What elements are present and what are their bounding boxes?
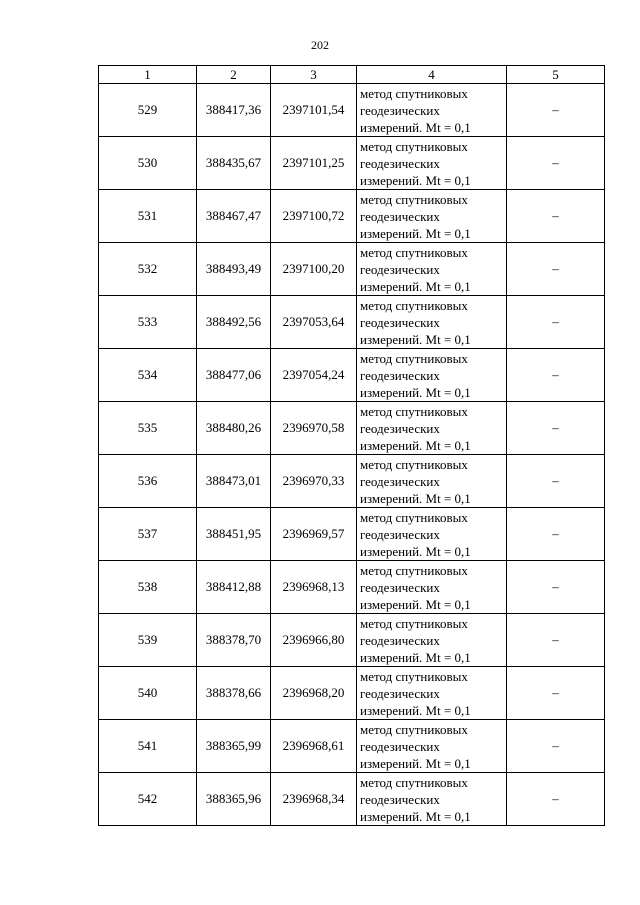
x-coordinate-cell: 388365,96 <box>197 773 271 826</box>
method-line: метод спутниковых <box>360 244 468 260</box>
x-coordinate-cell: 388378,70 <box>197 614 271 667</box>
y-coordinate-cell: 2396968,13 <box>271 561 357 614</box>
method-cell <box>357 296 507 349</box>
table-row <box>99 243 605 296</box>
table-row <box>99 508 605 561</box>
header-col-1: 1 <box>99 66 197 84</box>
note-cell: – <box>507 614 605 667</box>
y-coordinate-cell: 2397101,25 <box>271 137 357 190</box>
method-cell <box>357 561 507 614</box>
method-line: метод спутниковых <box>360 774 468 790</box>
note-cell: – <box>507 667 605 720</box>
method-line: измерений. Mt = 0,1 <box>360 808 471 824</box>
method-line: измерений. Mt = 0,1 <box>360 543 471 559</box>
method-cell <box>357 137 507 190</box>
header-col-4: 4 <box>357 66 507 84</box>
method-line: измерений. Mt = 0,1 <box>360 755 471 771</box>
note-cell: – <box>507 190 605 243</box>
note-cell: – <box>507 137 605 190</box>
method-cell <box>357 720 507 773</box>
note-cell: – <box>507 402 605 455</box>
table-row <box>99 667 605 720</box>
method-line: геодезических <box>360 738 440 754</box>
header-col-5: 5 <box>507 66 605 84</box>
x-coordinate-cell: 388493,49 <box>197 243 271 296</box>
x-coordinate-cell: 388451,95 <box>197 508 271 561</box>
method-cell <box>357 508 507 561</box>
table-row <box>99 84 605 137</box>
method-line: измерений. Mt = 0,1 <box>360 649 471 665</box>
method-cell <box>357 243 507 296</box>
note-cell: – <box>507 561 605 614</box>
method-line: метод спутниковых <box>360 350 468 366</box>
method-line: геодезических <box>360 791 440 807</box>
y-coordinate-cell: 2396970,58 <box>271 402 357 455</box>
method-line: геодезических <box>360 685 440 701</box>
method-line: измерений. Mt = 0,1 <box>360 702 471 718</box>
y-coordinate-cell: 2397100,20 <box>271 243 357 296</box>
point-id-cell: 534 <box>99 349 197 402</box>
note-cell: – <box>507 349 605 402</box>
header-col-3: 3 <box>271 66 357 84</box>
method-line: метод спутниковых <box>360 668 468 684</box>
method-line: метод спутниковых <box>360 562 468 578</box>
method-line: измерений. Mt = 0,1 <box>360 596 471 612</box>
x-coordinate-cell: 388473,01 <box>197 455 271 508</box>
method-line: геодезических <box>360 473 440 489</box>
x-coordinate-cell: 388467,47 <box>197 190 271 243</box>
x-coordinate-cell: 388365,99 <box>197 720 271 773</box>
method-line: измерений. Mt = 0,1 <box>360 331 471 347</box>
method-cell <box>357 84 507 137</box>
method-line: измерений. Mt = 0,1 <box>360 490 471 506</box>
method-cell <box>357 667 507 720</box>
table-row <box>99 349 605 402</box>
point-id-cell: 542 <box>99 773 197 826</box>
table-row <box>99 137 605 190</box>
table-row <box>99 720 605 773</box>
y-coordinate-cell: 2397100,72 <box>271 190 357 243</box>
method-line: геодезических <box>360 526 440 542</box>
method-cell <box>357 402 507 455</box>
method-line: геодезических <box>360 261 440 277</box>
method-line: измерений. Mt = 0,1 <box>360 172 471 188</box>
note-cell: – <box>507 455 605 508</box>
point-id-cell: 536 <box>99 455 197 508</box>
note-cell: – <box>507 720 605 773</box>
point-id-cell: 537 <box>99 508 197 561</box>
table-row <box>99 561 605 614</box>
y-coordinate-cell: 2396968,20 <box>271 667 357 720</box>
table-header <box>99 66 605 84</box>
x-coordinate-cell: 388492,56 <box>197 296 271 349</box>
point-id-cell: 535 <box>99 402 197 455</box>
method-line: измерений. Mt = 0,1 <box>360 278 471 294</box>
page-number: 202 <box>311 38 329 52</box>
method-cell <box>357 190 507 243</box>
point-id-cell: 532 <box>99 243 197 296</box>
method-line: геодезических <box>360 367 440 383</box>
x-coordinate-cell: 388417,36 <box>197 84 271 137</box>
y-coordinate-cell: 2396968,61 <box>271 720 357 773</box>
coordinates-table <box>98 65 605 826</box>
method-cell <box>357 455 507 508</box>
method-cell <box>357 614 507 667</box>
method-cell <box>357 349 507 402</box>
note-cell: – <box>507 243 605 296</box>
method-line: измерений. Mt = 0,1 <box>360 384 471 400</box>
point-id-cell: 538 <box>99 561 197 614</box>
x-coordinate-cell: 388480,26 <box>197 402 271 455</box>
method-line: метод спутниковых <box>360 191 468 207</box>
method-line: геодезических <box>360 314 440 330</box>
y-coordinate-cell: 2396970,33 <box>271 455 357 508</box>
method-line: геодезических <box>360 579 440 595</box>
note-cell: – <box>507 773 605 826</box>
method-line: измерений. Mt = 0,1 <box>360 119 471 135</box>
x-coordinate-cell: 388435,67 <box>197 137 271 190</box>
table-row <box>99 773 605 826</box>
header-col-2: 2 <box>197 66 271 84</box>
note-cell: – <box>507 508 605 561</box>
header-row <box>99 66 605 84</box>
point-id-cell: 541 <box>99 720 197 773</box>
method-line: измерений. Mt = 0,1 <box>360 437 471 453</box>
y-coordinate-cell: 2396966,80 <box>271 614 357 667</box>
method-cell <box>357 773 507 826</box>
table-row <box>99 296 605 349</box>
method-line: метод спутниковых <box>360 456 468 472</box>
note-cell: – <box>507 84 605 137</box>
x-coordinate-cell: 388412,88 <box>197 561 271 614</box>
method-line: геодезических <box>360 155 440 171</box>
y-coordinate-cell: 2397053,64 <box>271 296 357 349</box>
method-line: геодезических <box>360 102 440 118</box>
table-row <box>99 190 605 243</box>
method-line: метод спутниковых <box>360 721 468 737</box>
method-line: геодезических <box>360 208 440 224</box>
note-cell: – <box>507 296 605 349</box>
method-line: метод спутниковых <box>360 403 468 419</box>
table-row <box>99 614 605 667</box>
method-line: метод спутниковых <box>360 85 468 101</box>
x-coordinate-cell: 388378,66 <box>197 667 271 720</box>
table-row <box>99 402 605 455</box>
point-id-cell: 539 <box>99 614 197 667</box>
method-line: метод спутниковых <box>360 297 468 313</box>
y-coordinate-cell: 2396968,34 <box>271 773 357 826</box>
y-coordinate-cell: 2396969,57 <box>271 508 357 561</box>
method-line: метод спутниковых <box>360 509 468 525</box>
method-line: геодезических <box>360 632 440 648</box>
point-id-cell: 540 <box>99 667 197 720</box>
y-coordinate-cell: 2397054,24 <box>271 349 357 402</box>
y-coordinate-cell: 2397101,54 <box>271 84 357 137</box>
x-coordinate-cell: 388477,06 <box>197 349 271 402</box>
method-line: метод спутниковых <box>360 615 468 631</box>
table-body <box>99 84 605 826</box>
method-line: метод спутниковых <box>360 138 468 154</box>
point-id-cell: 529 <box>99 84 197 137</box>
table-row <box>99 455 605 508</box>
point-id-cell: 530 <box>99 137 197 190</box>
method-line: измерений. Mt = 0,1 <box>360 225 471 241</box>
method-line: геодезических <box>360 420 440 436</box>
point-id-cell: 533 <box>99 296 197 349</box>
point-id-cell: 531 <box>99 190 197 243</box>
